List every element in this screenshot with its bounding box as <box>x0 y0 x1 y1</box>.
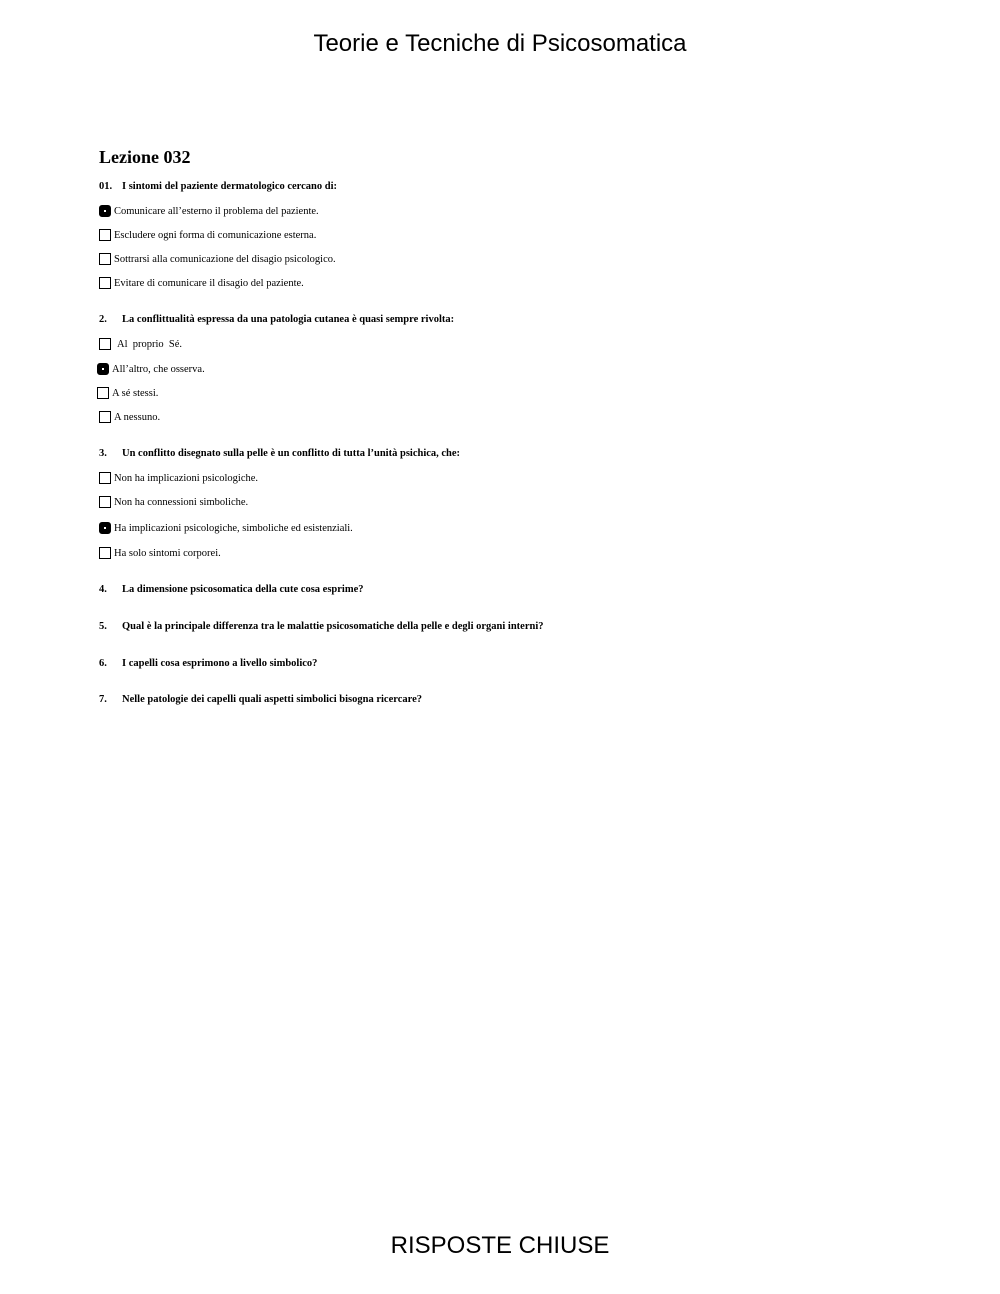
option-label: Ha implicazioni psicologiche, simboliche ed esistenziali. <box>114 522 353 534</box>
answer-option[interactable] <box>99 470 258 486</box>
checkbox-checked-icon[interactable] <box>99 205 111 217</box>
question-text: La dimensione psicosomatica della cute cosa esprime? <box>122 584 364 595</box>
question-number: 2. <box>99 314 107 325</box>
answer-option[interactable] <box>99 336 182 352</box>
option-label: All’altro, che osserva. <box>112 363 205 375</box>
option-label: Comunicare all’esterno il problema del paziente. <box>114 205 319 217</box>
question-number: 7. <box>99 694 107 705</box>
answer-option[interactable] <box>99 409 160 425</box>
checkbox-icon[interactable] <box>99 277 111 289</box>
question-5 <box>99 621 544 632</box>
question-3 <box>99 448 460 459</box>
question-number: 3. <box>99 448 107 459</box>
lesson-title: Lezione 032 <box>99 147 191 167</box>
question-text: Qual è la principale differenza tra le malattie psicosomatiche della pelle e degli organi interni? <box>122 621 544 632</box>
checkbox-checked-icon[interactable] <box>99 522 111 534</box>
question-text: La conflittualità espressa da una patologia cutanea è quasi sempre rivolta: <box>122 314 455 325</box>
answer-option[interactable] <box>99 227 316 243</box>
option-label: A sé stessi. <box>112 387 159 399</box>
question-text: I capelli cosa esprimono a livello simbolico? <box>122 658 318 669</box>
question-6 <box>99 658 317 669</box>
answer-option[interactable] <box>99 520 353 536</box>
question-number: 4. <box>99 584 107 595</box>
checkbox-icon[interactable] <box>99 411 111 423</box>
checkbox-icon[interactable] <box>99 253 111 265</box>
answer-option[interactable] <box>99 545 221 561</box>
answer-option[interactable] <box>99 251 336 267</box>
option-label: Evitare di comunicare il disagio del paziente. <box>114 277 304 289</box>
option-label: Escludere ogni forma di comunicazione esterna. <box>114 229 317 241</box>
page-header-title: Teorie e Tecniche di Psicosomatica <box>313 30 687 57</box>
checkbox-icon[interactable] <box>99 338 111 350</box>
question-1 <box>99 181 337 192</box>
question-number: 5. <box>99 621 107 632</box>
question-text: Un conflitto disegnato sulla pelle è un conflitto di tutta l’unità psichica, che: <box>122 448 461 459</box>
question-text: I sintomi del paziente dermatologico cercano di: <box>122 181 338 192</box>
option-label: Sottrarsi alla comunicazione del disagio psicologico. <box>114 253 336 265</box>
checkbox-icon[interactable] <box>97 387 109 399</box>
checkbox-icon[interactable] <box>99 547 111 559</box>
answer-option[interactable] <box>97 385 158 401</box>
answer-option[interactable] <box>99 494 248 510</box>
checkbox-checked-icon[interactable] <box>97 363 109 375</box>
question-number: 01. <box>99 181 113 192</box>
checkbox-icon[interactable] <box>99 496 111 508</box>
option-label: Non ha connessioni simboliche. <box>114 496 249 508</box>
question-2 <box>99 314 454 325</box>
question-number: 6. <box>99 658 107 669</box>
answer-option[interactable] <box>99 203 319 219</box>
answer-option[interactable] <box>99 275 304 291</box>
checkbox-icon[interactable] <box>99 229 111 241</box>
option-label: Al proprio Sé. <box>117 338 183 350</box>
option-label: Ha solo sintomi corporei. <box>114 547 221 559</box>
question-4 <box>99 584 363 595</box>
page-footer-label: RISPOSTE CHIUSE <box>390 1232 610 1259</box>
checkbox-icon[interactable] <box>99 472 111 484</box>
answer-option[interactable] <box>97 361 205 377</box>
option-label: A nessuno. <box>114 411 161 423</box>
option-label: Non ha implicazioni psicologiche. <box>114 472 259 484</box>
question-7 <box>99 694 422 705</box>
question-text: Nelle patologie dei capelli quali aspetti simbolici bisogna ricercare? <box>122 694 423 705</box>
